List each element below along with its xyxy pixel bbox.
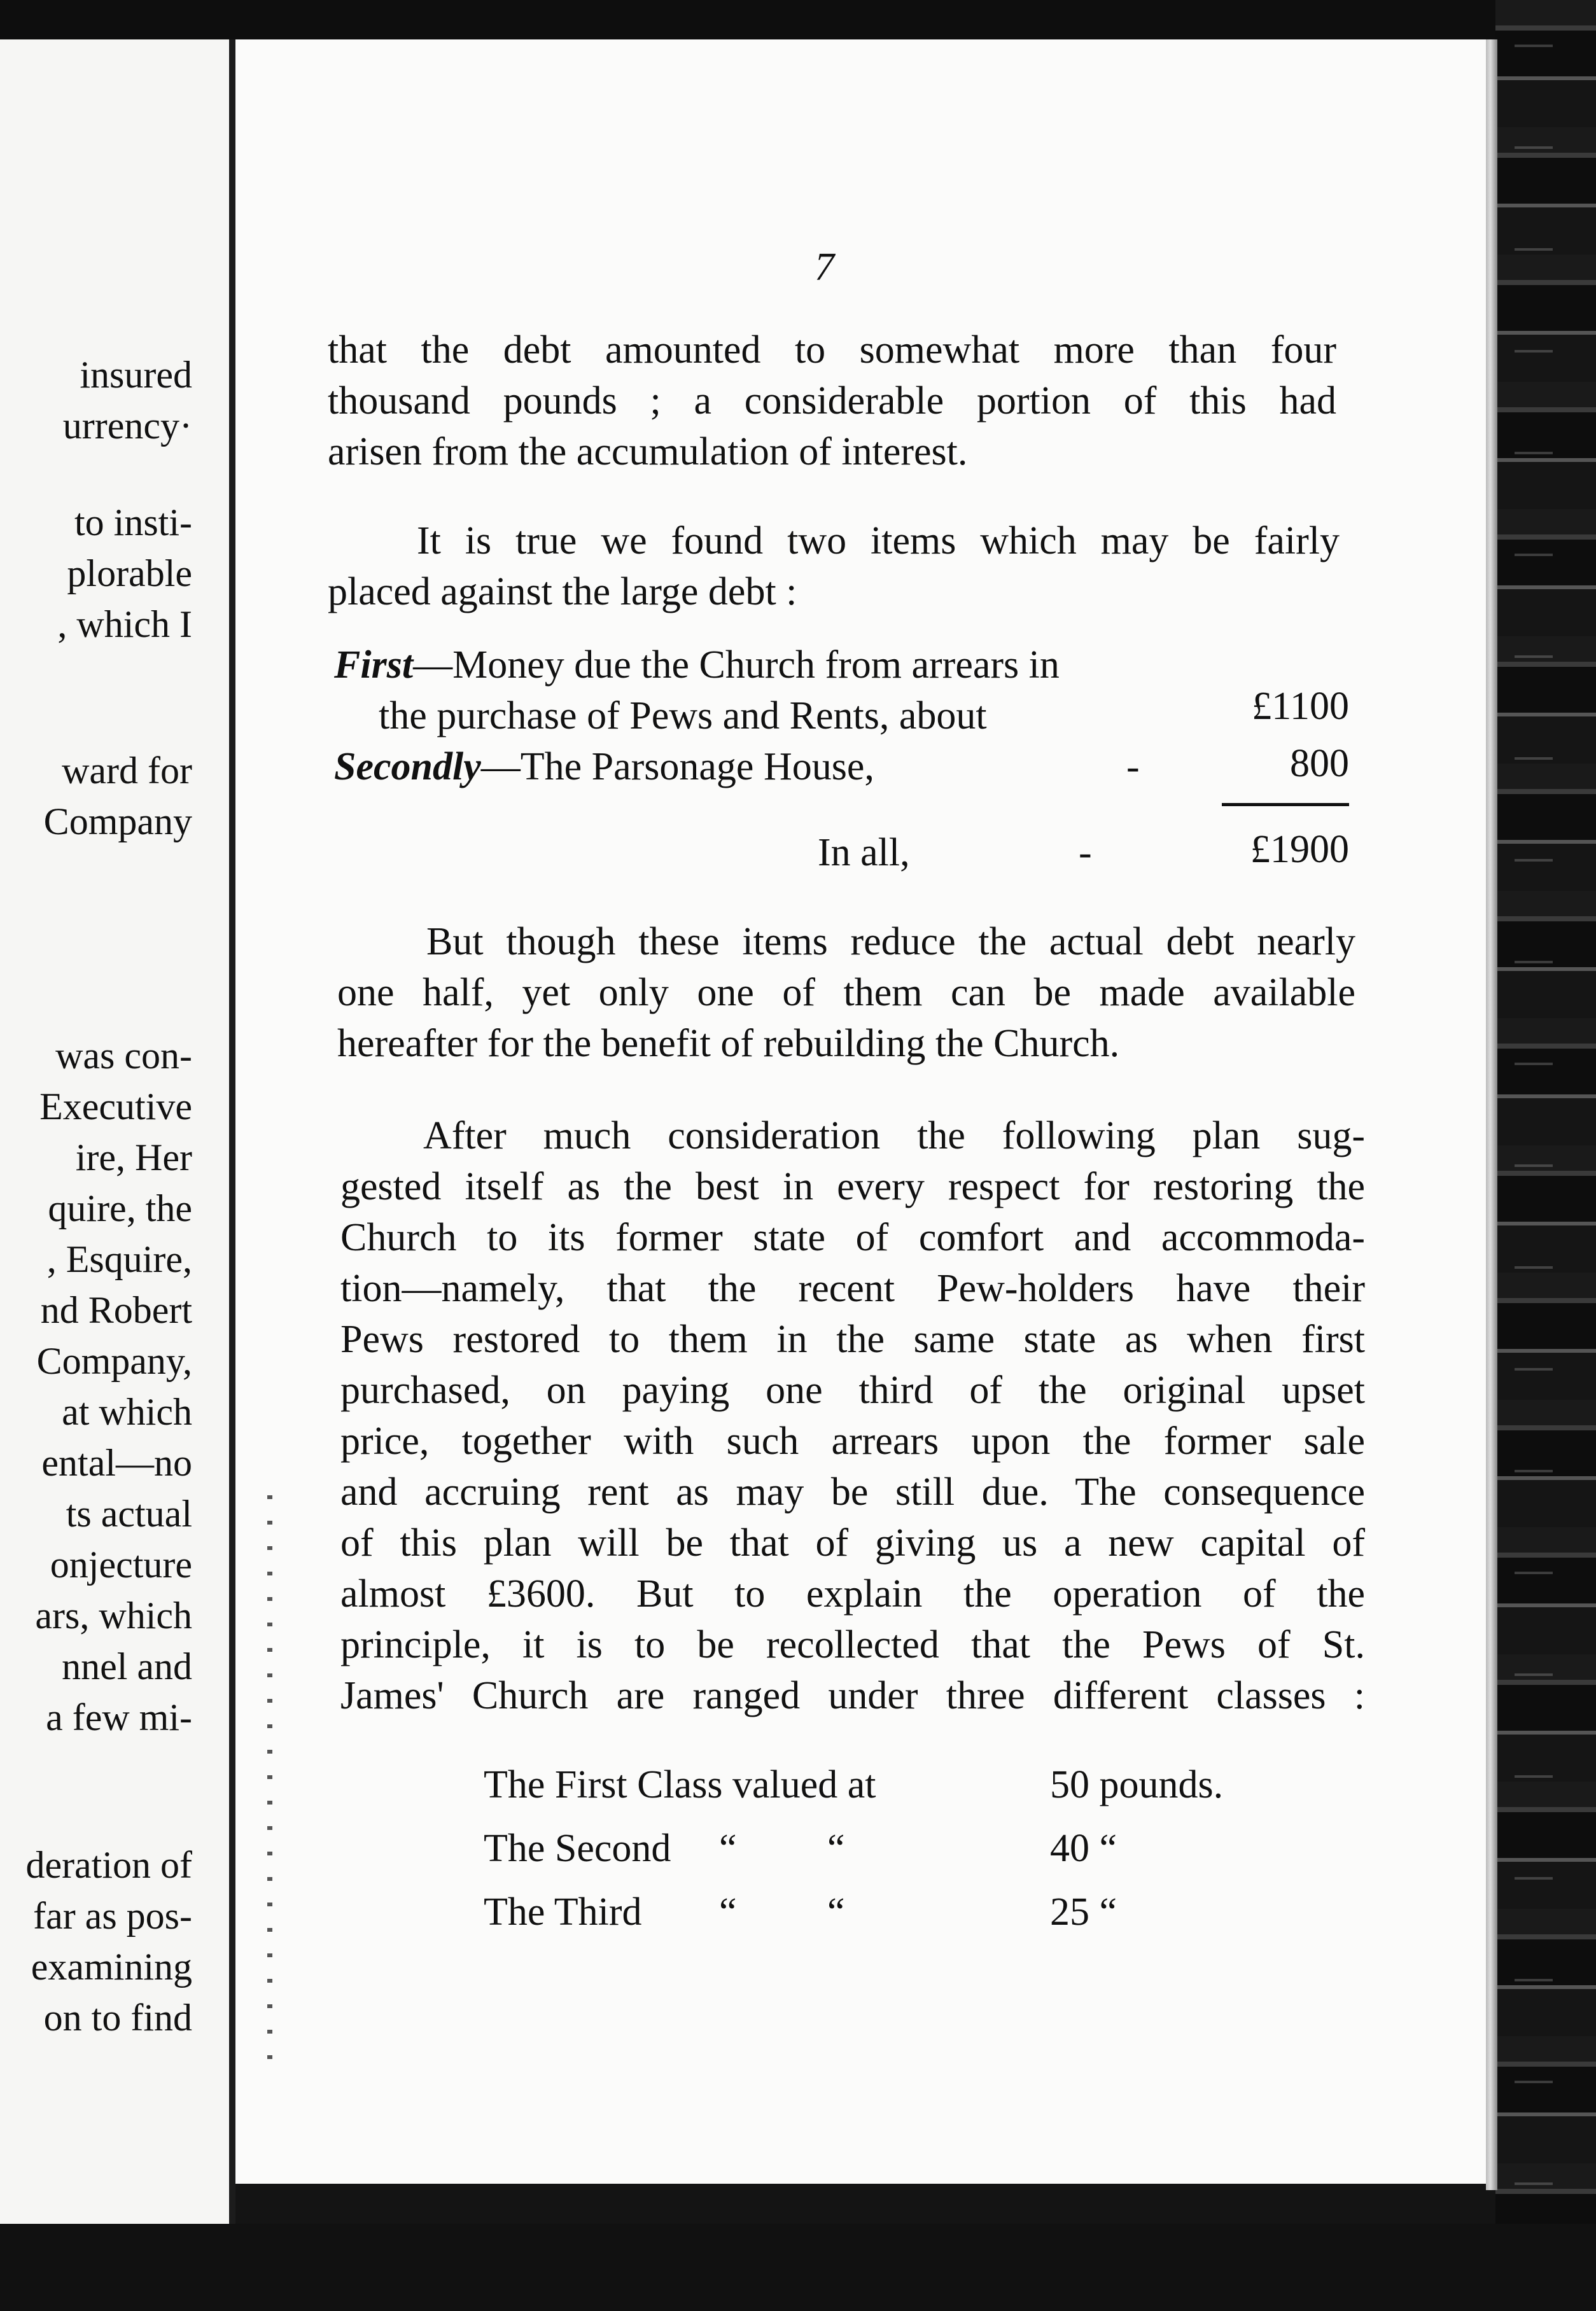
left-fragment-line: ental—no (41, 1442, 192, 1484)
left-fragment-line: onjecture (50, 1544, 192, 1586)
text-line: But though these items reduce the actual debt nearly (426, 920, 1355, 963)
left-fragment-line: quire, the (48, 1187, 192, 1229)
item-second (334, 744, 874, 790)
item-first-amount: £1100 (1252, 685, 1349, 728)
text-line: hereafter for the benefit of rebuilding the Church. (337, 1022, 1120, 1065)
class-value: 40 “ (1050, 1827, 1117, 1870)
left-fragment-line: Company (43, 800, 192, 842)
class-name: The Second (484, 1827, 671, 1870)
class-name: The Third (484, 1890, 642, 1934)
total-label: In all, (818, 831, 910, 874)
scan-border-top (0, 0, 1596, 39)
left-fragment-line: ars, which (35, 1595, 192, 1637)
text-line: Church to its former state of comfort and accommoda- (340, 1216, 1365, 1259)
text-line: James' Church are ranged under three different classes : (340, 1674, 1365, 1717)
text-line: placed against the large debt : (328, 570, 797, 613)
item-second-dash: - (1126, 745, 1140, 788)
paragraph-1 (328, 325, 1336, 477)
paragraph-3 (337, 916, 1355, 1069)
left-fragment-line: nnel and (62, 1645, 192, 1687)
left-fragment-line: Company, (36, 1340, 192, 1382)
left-fragment-line: plorable (67, 552, 192, 594)
scan-border-right (1495, 0, 1596, 2311)
item-first (334, 643, 1060, 688)
left-fragment-line: at which (62, 1391, 192, 1433)
left-fragment-line: ire, Her (75, 1136, 192, 1178)
text-line: almost £3600. But to explain the operation of the (340, 1572, 1365, 1616)
ditto-mark: “ (827, 1890, 845, 1934)
gutter-marks (267, 1495, 272, 2068)
class-row (484, 1890, 1279, 1941)
ditto-mark: “ (827, 1827, 845, 1870)
paragraph-2 (328, 515, 1340, 617)
item-second-amount: 800 (1290, 742, 1349, 785)
left-fragment-line: ward for (62, 750, 192, 792)
left-fragment-line: ts actual (66, 1493, 192, 1535)
class-name: The First Class valued at (484, 1763, 876, 1806)
left-fragment-line: was con- (55, 1035, 192, 1077)
class-row (484, 1763, 1279, 1813)
class-row (484, 1826, 1279, 1877)
sum-rule (1222, 803, 1349, 806)
left-fragment-line: deration of (25, 1844, 192, 1886)
page-number: 7 (815, 246, 834, 289)
left-fragment-line: Executive (39, 1086, 192, 1128)
text-line: It is true we found two items which may be fairly (417, 519, 1340, 562)
paragraph-4 (340, 1110, 1365, 1721)
text-line: arisen from the accumulation of interest. (328, 430, 968, 473)
text-line: tion—namely, that the recent Pew-holders have their (340, 1267, 1365, 1310)
class-value: 25 “ (1050, 1890, 1117, 1934)
left-fragment-line: far as pos- (33, 1895, 192, 1937)
text-line: that the debt amounted to somewhat more than four (328, 328, 1336, 372)
gutter-line (229, 39, 235, 2224)
text-line: principle, it is to be recollected that the Pews of St. (340, 1623, 1365, 1666)
left-page-fragment (0, 39, 230, 2224)
left-fragment-line: insured (80, 354, 192, 396)
text-line: purchased, on paying one third of the original upset (340, 1369, 1365, 1412)
left-fragment-line: a few mi- (46, 1696, 192, 1738)
item-second-lead: Secondly (334, 745, 481, 788)
left-fragment-line: on to find (43, 1997, 192, 2039)
left-fragment-line: to insti- (74, 501, 192, 543)
text-line: Pews restored to them in the same state as when first (340, 1318, 1365, 1361)
left-fragment-line: examining (31, 1946, 192, 1988)
text-line: of this plan will be that of giving us a new capital of (340, 1521, 1365, 1565)
ditto-mark: “ (719, 1827, 737, 1870)
class-value: 50 pounds. (1050, 1763, 1224, 1806)
total-amount: £1900 (1250, 828, 1349, 871)
item-second-text: —The Parsonage House, (480, 745, 874, 788)
text-line: After much consideration the following plan sug- (423, 1114, 1365, 1157)
left-fragment-line: urrency· (62, 405, 192, 447)
left-fragment-line: , Esquire, (46, 1238, 192, 1280)
text-line: gested itself as the best in every respect for restoring the (340, 1165, 1365, 1208)
left-fragment-line: , which I (57, 603, 192, 645)
total-dash: - (1079, 831, 1092, 874)
item-first-lead: First (334, 643, 414, 687)
text-line: and accruing rent as may be still due. The consequence (340, 1470, 1365, 1514)
text-line: thousand pounds ; a considerable portion of this had (328, 379, 1336, 422)
item-first-text: —Money due the Church from arrears in (413, 643, 1060, 687)
item-first-continued: the purchase of Pews and Rents, about (379, 694, 987, 737)
page-edge (1486, 39, 1497, 2190)
scan-border-bottom (0, 2224, 1596, 2311)
ditto-mark: “ (719, 1890, 737, 1934)
text-line: one half, yet only one of them can be made available (337, 971, 1355, 1014)
left-fragment-line: nd Robert (40, 1289, 192, 1331)
text-line: price, together with such arrears upon the former sale (340, 1420, 1365, 1463)
